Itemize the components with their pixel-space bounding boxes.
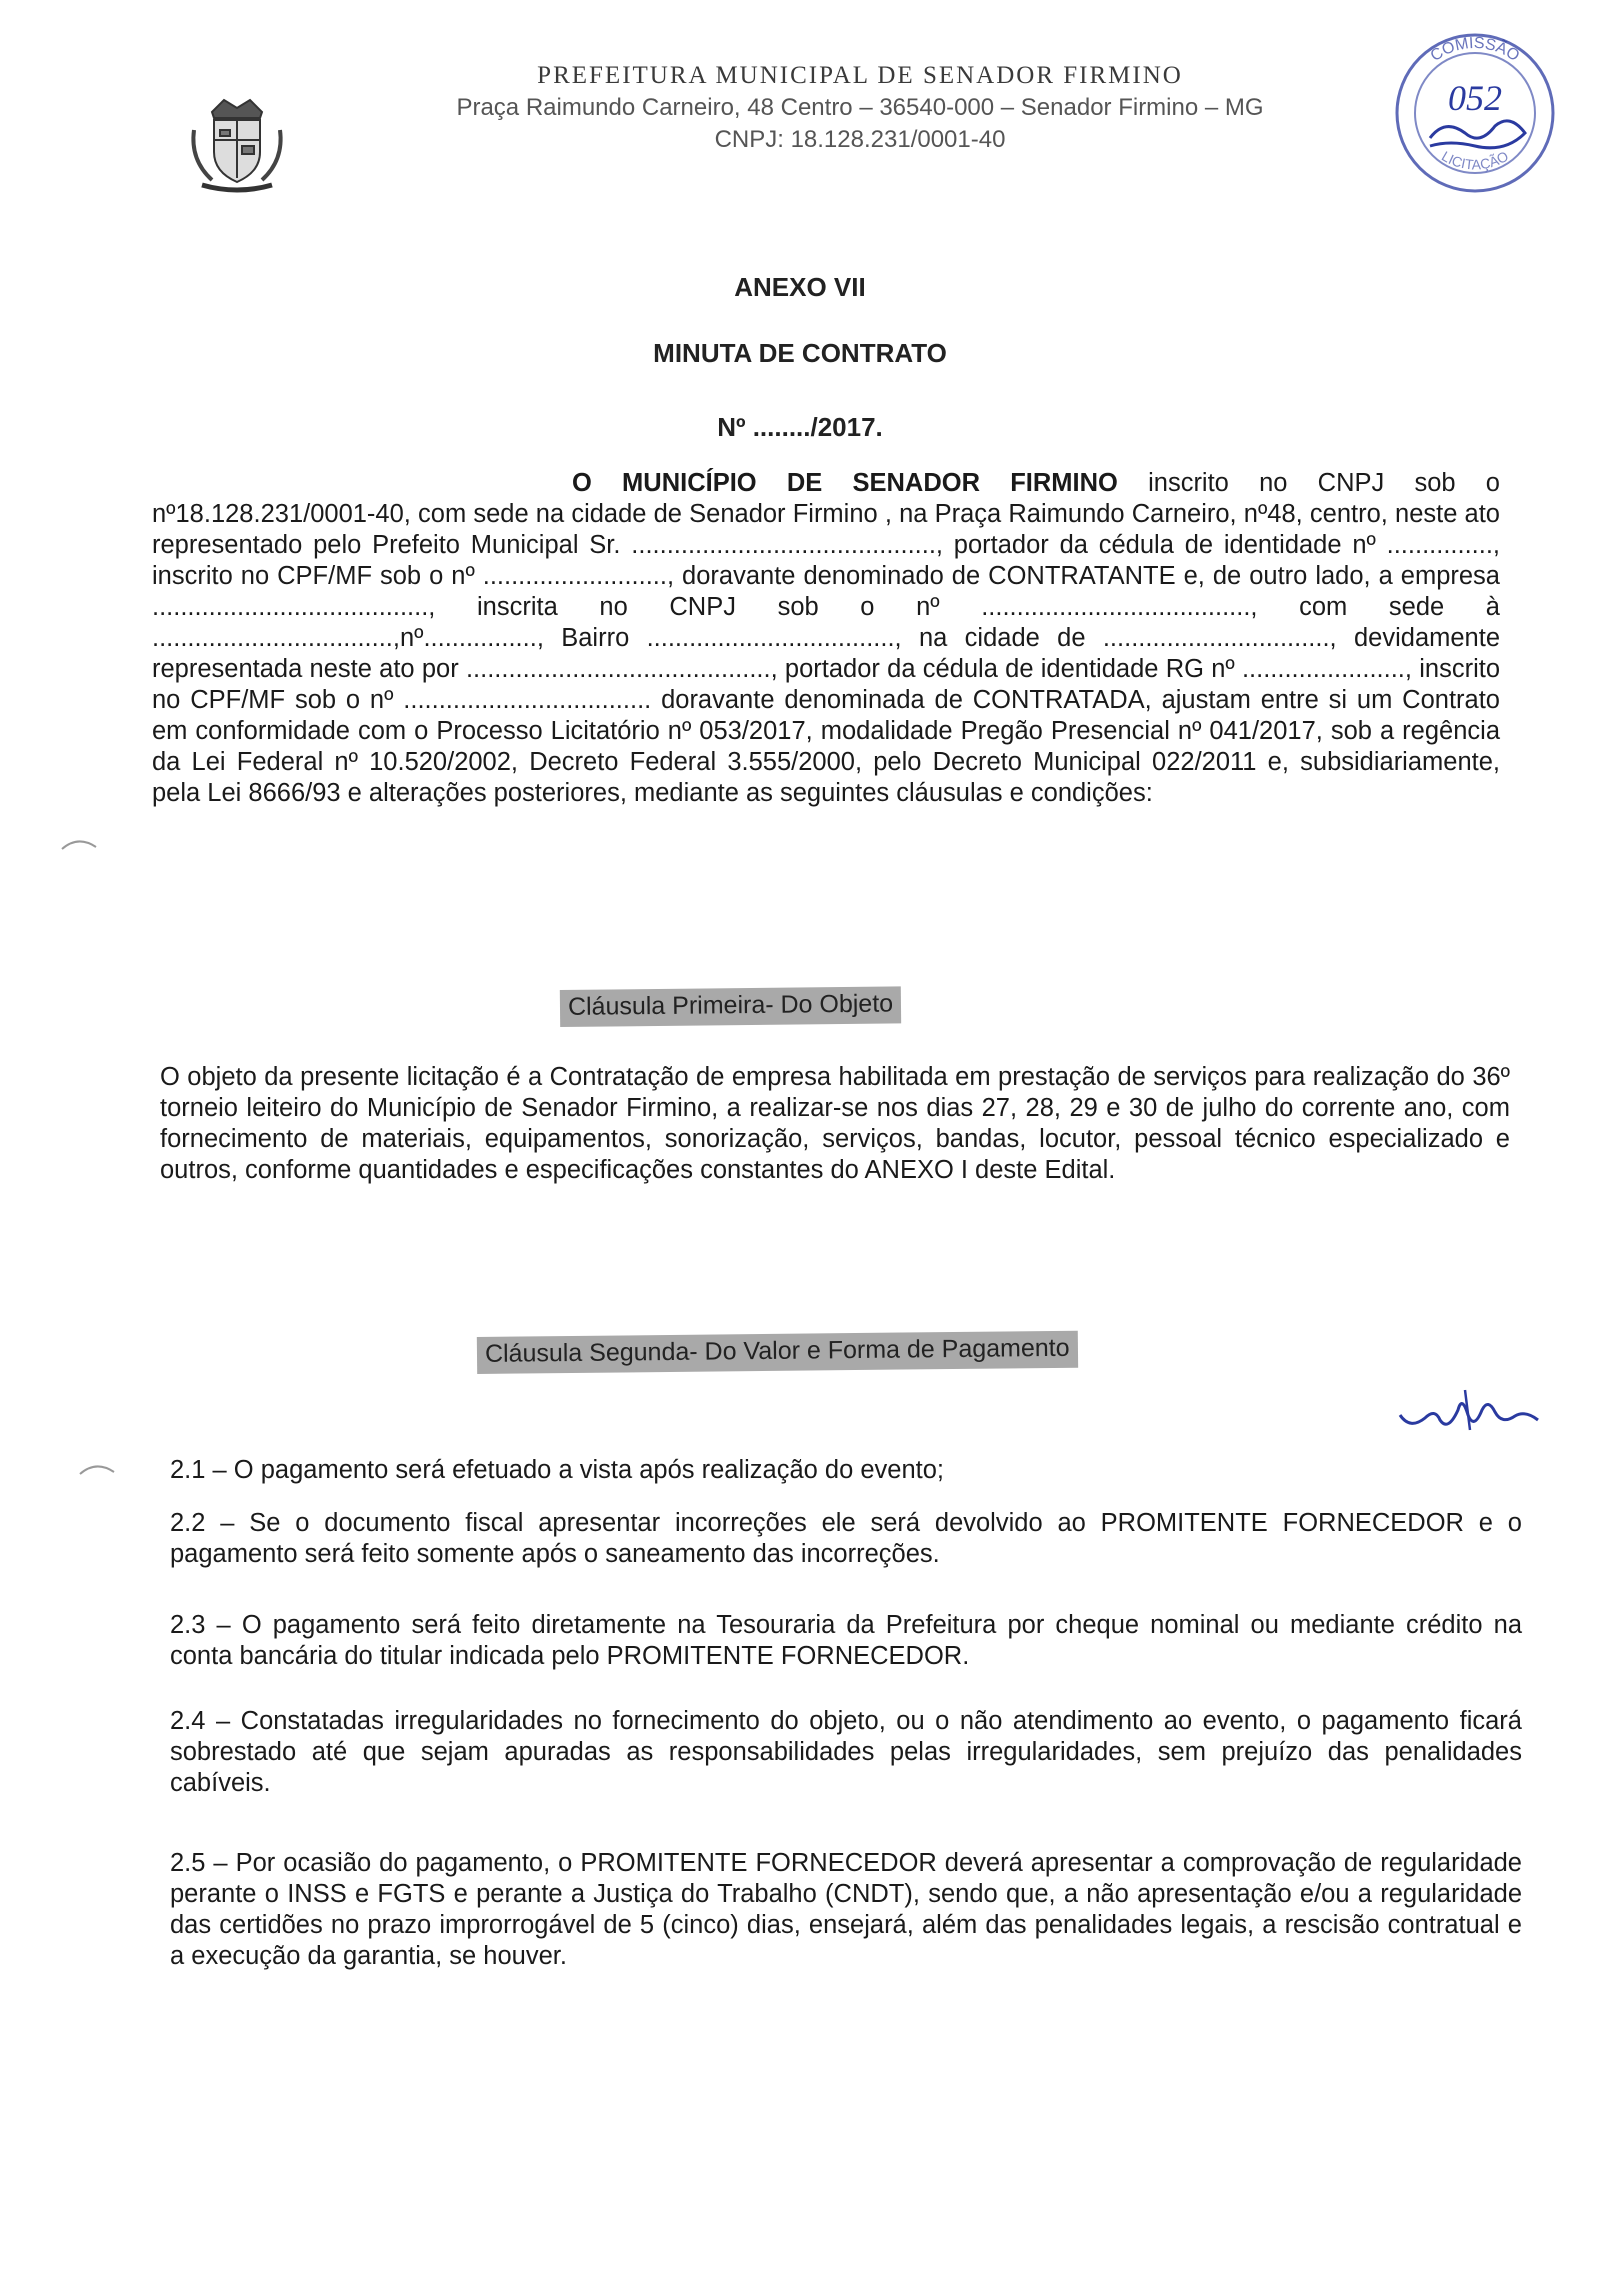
contract-intro [152, 468, 1500, 809]
svg-text:COMISSÃO [1428, 35, 1523, 65]
intro-text: inscrito no CNPJ sob o nº18.128.231/0001-40, com sede na cidade de Senador Firmino , na Praça Raimundo Carneiro, nº48, centro, neste ato representado pelo Prefeito Municipal Sr. ..........................................., portador da cédula de identidade nº ..............., inscrito no CPF/MF sob o nº .........................., doravante denominado de CONTRATANTE e, de outro lado, a empresa ......................................., inscrita no CNPJ sob o nº ......................................, com sede à ..................................,nº................, Bairro ..................................., na cidade de ................................, devidamente representada neste ato por ..........................................., portador da cédula de identidade RG nº ......................., inscrito no CPF/MF sob o nº ................................... doravante denominada de CONTRATADA, ajustam entre si um Contrato em conformidade com o Processo Licitatório nº 053/2017, modalidade Pregão Presencial nº 041/2017, sob a regência da Lei Federal nº 10.520/2002, Decreto Federal 3.555/2000, pelo Decreto Municipal 022/2011 e, subsidiariamente, pela Lei 8666/93 e alterações posteriores, mediante as seguintes cláusulas e condições: [152, 469, 1500, 807]
clause-2-heading: Cláusula Segunda- Do Valor e Forma de Pagamento [477, 1331, 1078, 1374]
commission-stamp [1385, 28, 1565, 198]
clause-1-heading: Cláusula Primeira- Do Objeto [560, 986, 901, 1027]
clause-2-item-1: 2.1 – O pagamento será efetuado a vista após realização do evento; [170, 1456, 945, 1484]
annex-title: ANEXO VII [734, 272, 866, 302]
clause-2-item-5: 2.5 – Por ocasião do pagamento, o PROMITENTE FORNECEDOR deverá apresentar a comprovação de regularidade perante o INSS e FGTS e perante a Justiça do Trabalho (CNDT), sendo que, a não apresentação e/ou a regularidade das certidões no prazo improrrogável de 5 (cinco) dias, ensejará, além das penalidades legais, a rescisão contratual e a execução da garantia, se houver. [170, 1849, 1522, 1970]
contract-number: Nº ......../2017. [717, 412, 883, 442]
clause-2-item-3: 2.3 – O pagamento será feito diretamente na Tesouraria da Prefeitura por cheque nominal ou mediante crédito na conta bancária do titular indicada pelo PROMITENTE FORNECEDOR. [170, 1611, 1522, 1670]
letterhead-title: PREFEITURA MUNICIPAL DE SENADOR FIRMINO [537, 62, 1183, 89]
clause-2-item-4: 2.4 – Constatadas irregularidades no fornecimento do objeto, ou o não atendimento ao evento, o pagamento ficará sobrestado até que sejam apuradas as responsabilidades pelas irregularidades, sem prejuízo das penalidades cabíveis. [170, 1707, 1522, 1797]
letterhead-address: Praça Raimundo Carneiro, 48 Centro – 36540-000 – Senador Firmino – MG [456, 94, 1264, 121]
intro-lead: O MUNICÍPIO DE SENADOR FIRMINO [572, 469, 1118, 497]
margin-scan-mark [78, 1460, 118, 1480]
clause-1-text: O objeto da presente licitação é a Contratação de empresa habilitada em prestação de serviços para realização do 36º torneio leiteiro do Município de Senador Firmino, a realizar-se nos dias 27, 28, 29 e 30 de julho do corrente ano, com fornecimento de materiais, equipamentos, sonorização, serviços, bandas, locutor, pessoal técnico especializado e outros, conforme quantidades e especificações constantes do ANEXO I deste Edital. [160, 1063, 1510, 1184]
margin-scan-mark [60, 835, 100, 855]
clause-2-item-2: 2.2 – Se o documento fiscal apresentar incorreções ele será devolvido ao PROMITENTE FORNECEDOR e o pagamento será feito somente após o saneamento das incorreções. [170, 1509, 1522, 1568]
svg-text:LICITAÇÃO [1439, 148, 1511, 173]
municipal-crest-icon [182, 90, 292, 195]
letterhead [380, 62, 1340, 154]
contract-title: MINUTA DE CONTRATO [653, 338, 947, 368]
stamp-ring-text-bottom: LICITAÇÃO [1439, 147, 1511, 173]
handwritten-initials [1390, 1380, 1550, 1440]
stamp-ring-text: COMISSÃO [1427, 34, 1523, 65]
letterhead-cnpj: CNPJ: 18.128.231/0001-40 [714, 126, 1006, 153]
stamp-number: 052 [1448, 78, 1502, 118]
stamp-signature-mark [1430, 121, 1525, 148]
